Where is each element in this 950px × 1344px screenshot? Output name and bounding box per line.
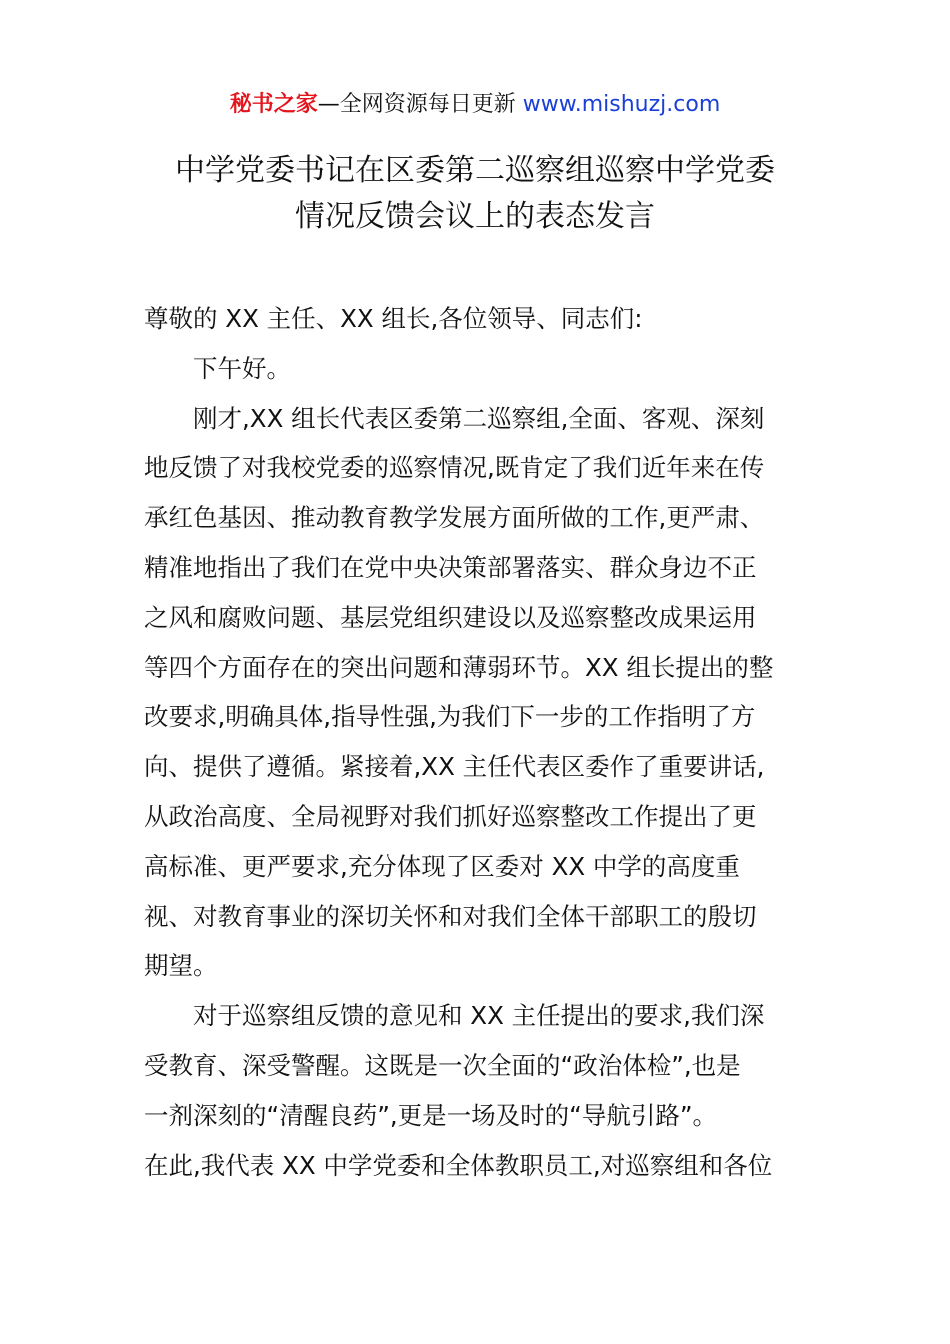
body-line: 对于巡察组反馈的意见和 XX 主任提出的要求,我们深 — [193, 1001, 765, 1031]
site-header — [0, 88, 950, 122]
body-line: 地反馈了对我校党委的巡察情况,既肯定了我们近年来在传 — [144, 453, 765, 483]
body-line: 之风和腐败问题、基层党组织建设以及巡察整改成果运用 — [144, 602, 757, 632]
title-line-2: 情况反馈会议上的表态发言 — [295, 199, 655, 234]
body-line: 精准地指出了我们在党中央决策部署落实、群众身边不正 — [144, 552, 757, 582]
salutation-line: 尊敬的 XX 主任、XX 组长,各位领导、同志们: — [144, 304, 643, 333]
body-line: 承红色基因、推动教育教学发展方面所做的工作,更严肃、 — [144, 503, 765, 533]
body-line: 从政治高度、全局视野对我们抓好巡察整改工作提出了更 — [144, 801, 757, 831]
document-title — [0, 148, 950, 240]
title-line-1: 中学党委书记在区委第二巡察组巡察中学党委 — [175, 153, 775, 188]
site-name: 秘书之家 — [229, 92, 318, 117]
site-url-link[interactable]: www.mishuzj.com — [522, 92, 721, 117]
body-line: 期望。 — [144, 951, 218, 981]
body-line: 高标准、更严要求,充分体现了区委对 XX 中学的高度重 — [144, 851, 740, 881]
greeting-line: 下午好。 — [193, 353, 291, 383]
body-line: 等四个方面存在的突出问题和薄弱环节。XX 组长提出的整 — [144, 652, 774, 682]
body-line: 在此,我代表 XX 中学党委和全体教职员工,对巡察组和各位 — [144, 1150, 773, 1180]
body-line: 改要求,明确具体,指导性强,为我们下一步的工作指明了方 — [144, 702, 756, 732]
body-line: 一剂深刻的“清醒良药”,更是一场及时的“导航引路”。 — [144, 1100, 718, 1130]
body-line: 向、提供了遵循。紧接着,XX 主任代表区委作了重要讲话, — [144, 752, 765, 782]
site-tagline: —全网资源每日更新 — [317, 92, 516, 117]
body-line: 刚才,XX 组长代表区委第二巡察组,全面、客观、深刻 — [193, 403, 765, 433]
document-body — [144, 294, 809, 1190]
body-line: 视、对教育事业的深切关怀和对我们全体干部职工的殷切 — [144, 901, 757, 931]
body-line: 受教育、深受警醒。这既是一次全面的“政治体检”,也是 — [144, 1050, 741, 1080]
